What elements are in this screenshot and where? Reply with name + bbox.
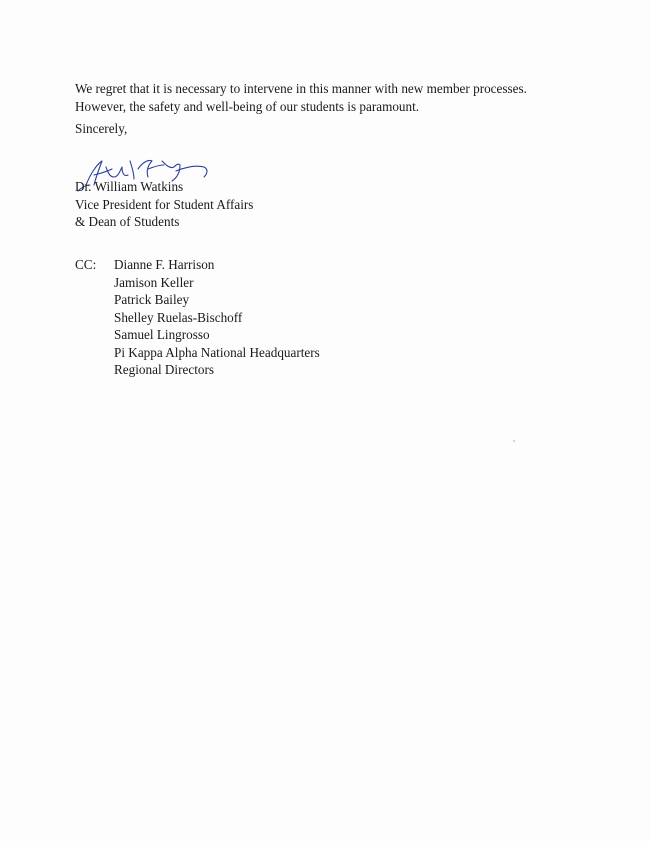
cc-recipient: Dianne F. Harrison: [114, 257, 215, 272]
paragraph-line: However, the safety and well-being of our students is paramount.: [75, 98, 420, 114]
scan-speck: [513, 440, 515, 442]
paragraph-line: We regret that it is necessary to intervene in this manner with new member processes.: [75, 81, 527, 96]
signatory-name: Dr. William Watkins: [75, 179, 184, 194]
cc-label: CC:: [75, 257, 97, 272]
cc-recipient: Jamison Keller: [114, 274, 194, 290]
cc-recipient: Regional Directors: [114, 362, 214, 377]
cc-recipient-list: [114, 256, 320, 379]
signature-block: [75, 178, 253, 231]
cc-recipient: Pi Kappa Alpha National Headquarters: [114, 344, 320, 360]
closing-salutation: Sincerely,: [75, 121, 128, 136]
cc-recipient: Samuel Lingrosso: [114, 327, 210, 342]
closing-paragraph: [75, 80, 545, 115]
signatory-title: Vice President for Student Affairs: [75, 196, 254, 212]
cc-recipient: Shelley Ruelas-Bischoff: [114, 309, 243, 325]
signatory-title: & Dean of Students: [75, 214, 180, 229]
cc-recipient: Patrick Bailey: [114, 292, 190, 307]
